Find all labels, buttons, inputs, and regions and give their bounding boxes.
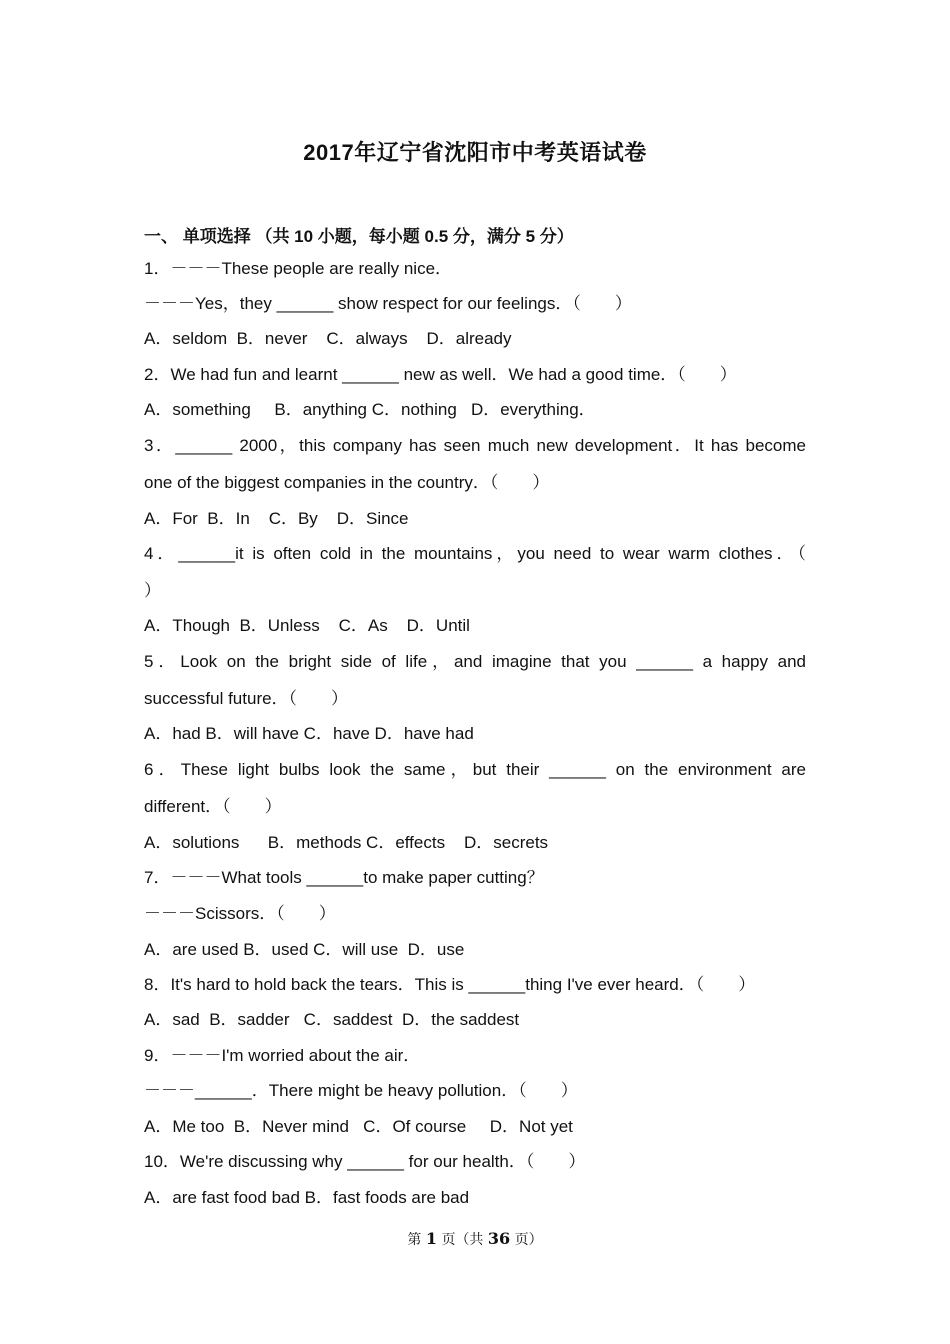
page-title: 2017年辽宁省沈阳市中考英语试卷: [303, 140, 647, 165]
page-footer: [0, 1229, 950, 1249]
question-4-stem-line1: 4．______it is often cold in the mountains，you need to wear warm clothes．（: [144, 544, 806, 563]
question-3-stem-line2: one of the biggest companies in the country．（ ）: [144, 473, 550, 492]
question-2-stem: 2．We had fun and learnt ______ new as well．We had a good time．（ ）: [144, 365, 737, 384]
question-9-options: A．Me too B．Never mind C．Of course D．Not yet: [144, 1117, 573, 1136]
footer-middle: 页（共: [441, 1232, 484, 1248]
question-3-options: A．For B．In C．By D．Since: [144, 509, 409, 528]
question-7-stem: 7．－－－What tools ______to make paper cutting？: [144, 868, 544, 887]
question-10-options: A．are fast food bad B．fast foods are bad: [144, 1188, 470, 1207]
footer-page-number: 1: [425, 1229, 437, 1248]
question-5-options: A．had B．will have C．have D．have had: [144, 724, 474, 743]
footer-total-pages: 36: [487, 1229, 511, 1248]
footer-suffix: 页）: [514, 1232, 543, 1248]
question-3-stem-line1: 3．______ 2000，this company has seen much new development．It has become: [144, 436, 806, 455]
question-9-stem: 9．－－－I'm worried about the air．: [144, 1046, 421, 1065]
question-1-options: A．seldom B．never C．always D．already: [144, 329, 512, 348]
question-10-stem: 10．We're discussing why ______ for our health．（ ）: [144, 1152, 586, 1171]
question-8-stem: 8．It's hard to hold back the tears．This is ______thing I've ever heard．（ ）: [144, 975, 756, 994]
question-7-options: A．are used B．used C．will use D．use: [144, 940, 465, 959]
question-7-reply: －－－Scissors．（ ）: [144, 904, 336, 923]
question-6-stem-line2: different．（ ）: [144, 797, 282, 816]
question-4-options: A．Though B．Unless C．As D．Until: [144, 616, 470, 635]
section-header: 一、 单项选择 （共 10 小题，每小题 0.5 分，满分 5 分）: [144, 227, 574, 246]
footer-prefix: 第: [407, 1232, 422, 1248]
question-9-reply: －－－______．There might be heavy pollution．（ ）: [144, 1081, 578, 1100]
question-4-stem-line2: ）: [144, 581, 161, 600]
question-2-options: A．something B．anything C．nothing D．everything．: [144, 400, 596, 419]
question-1-stem: 1．－－－These people are really nice．: [144, 259, 453, 278]
question-8-options: A．sad B．sadder C．saddest D．the saddest: [144, 1010, 520, 1029]
question-5-stem-line1: 5．Look on the bright side of life，and imagine that you ______ a happy and: [144, 652, 806, 671]
question-6-options: A．solutions B．methods C．effects D．secrets: [144, 833, 549, 852]
question-6-stem-line1: 6．These light bulbs look the same，but their ______ on the environment are: [144, 760, 806, 779]
question-1-reply: －－－Yes，they ______ show respect for our feelings．（ ）: [144, 294, 632, 313]
question-5-stem-line2: successful future．（ ）: [144, 689, 349, 708]
